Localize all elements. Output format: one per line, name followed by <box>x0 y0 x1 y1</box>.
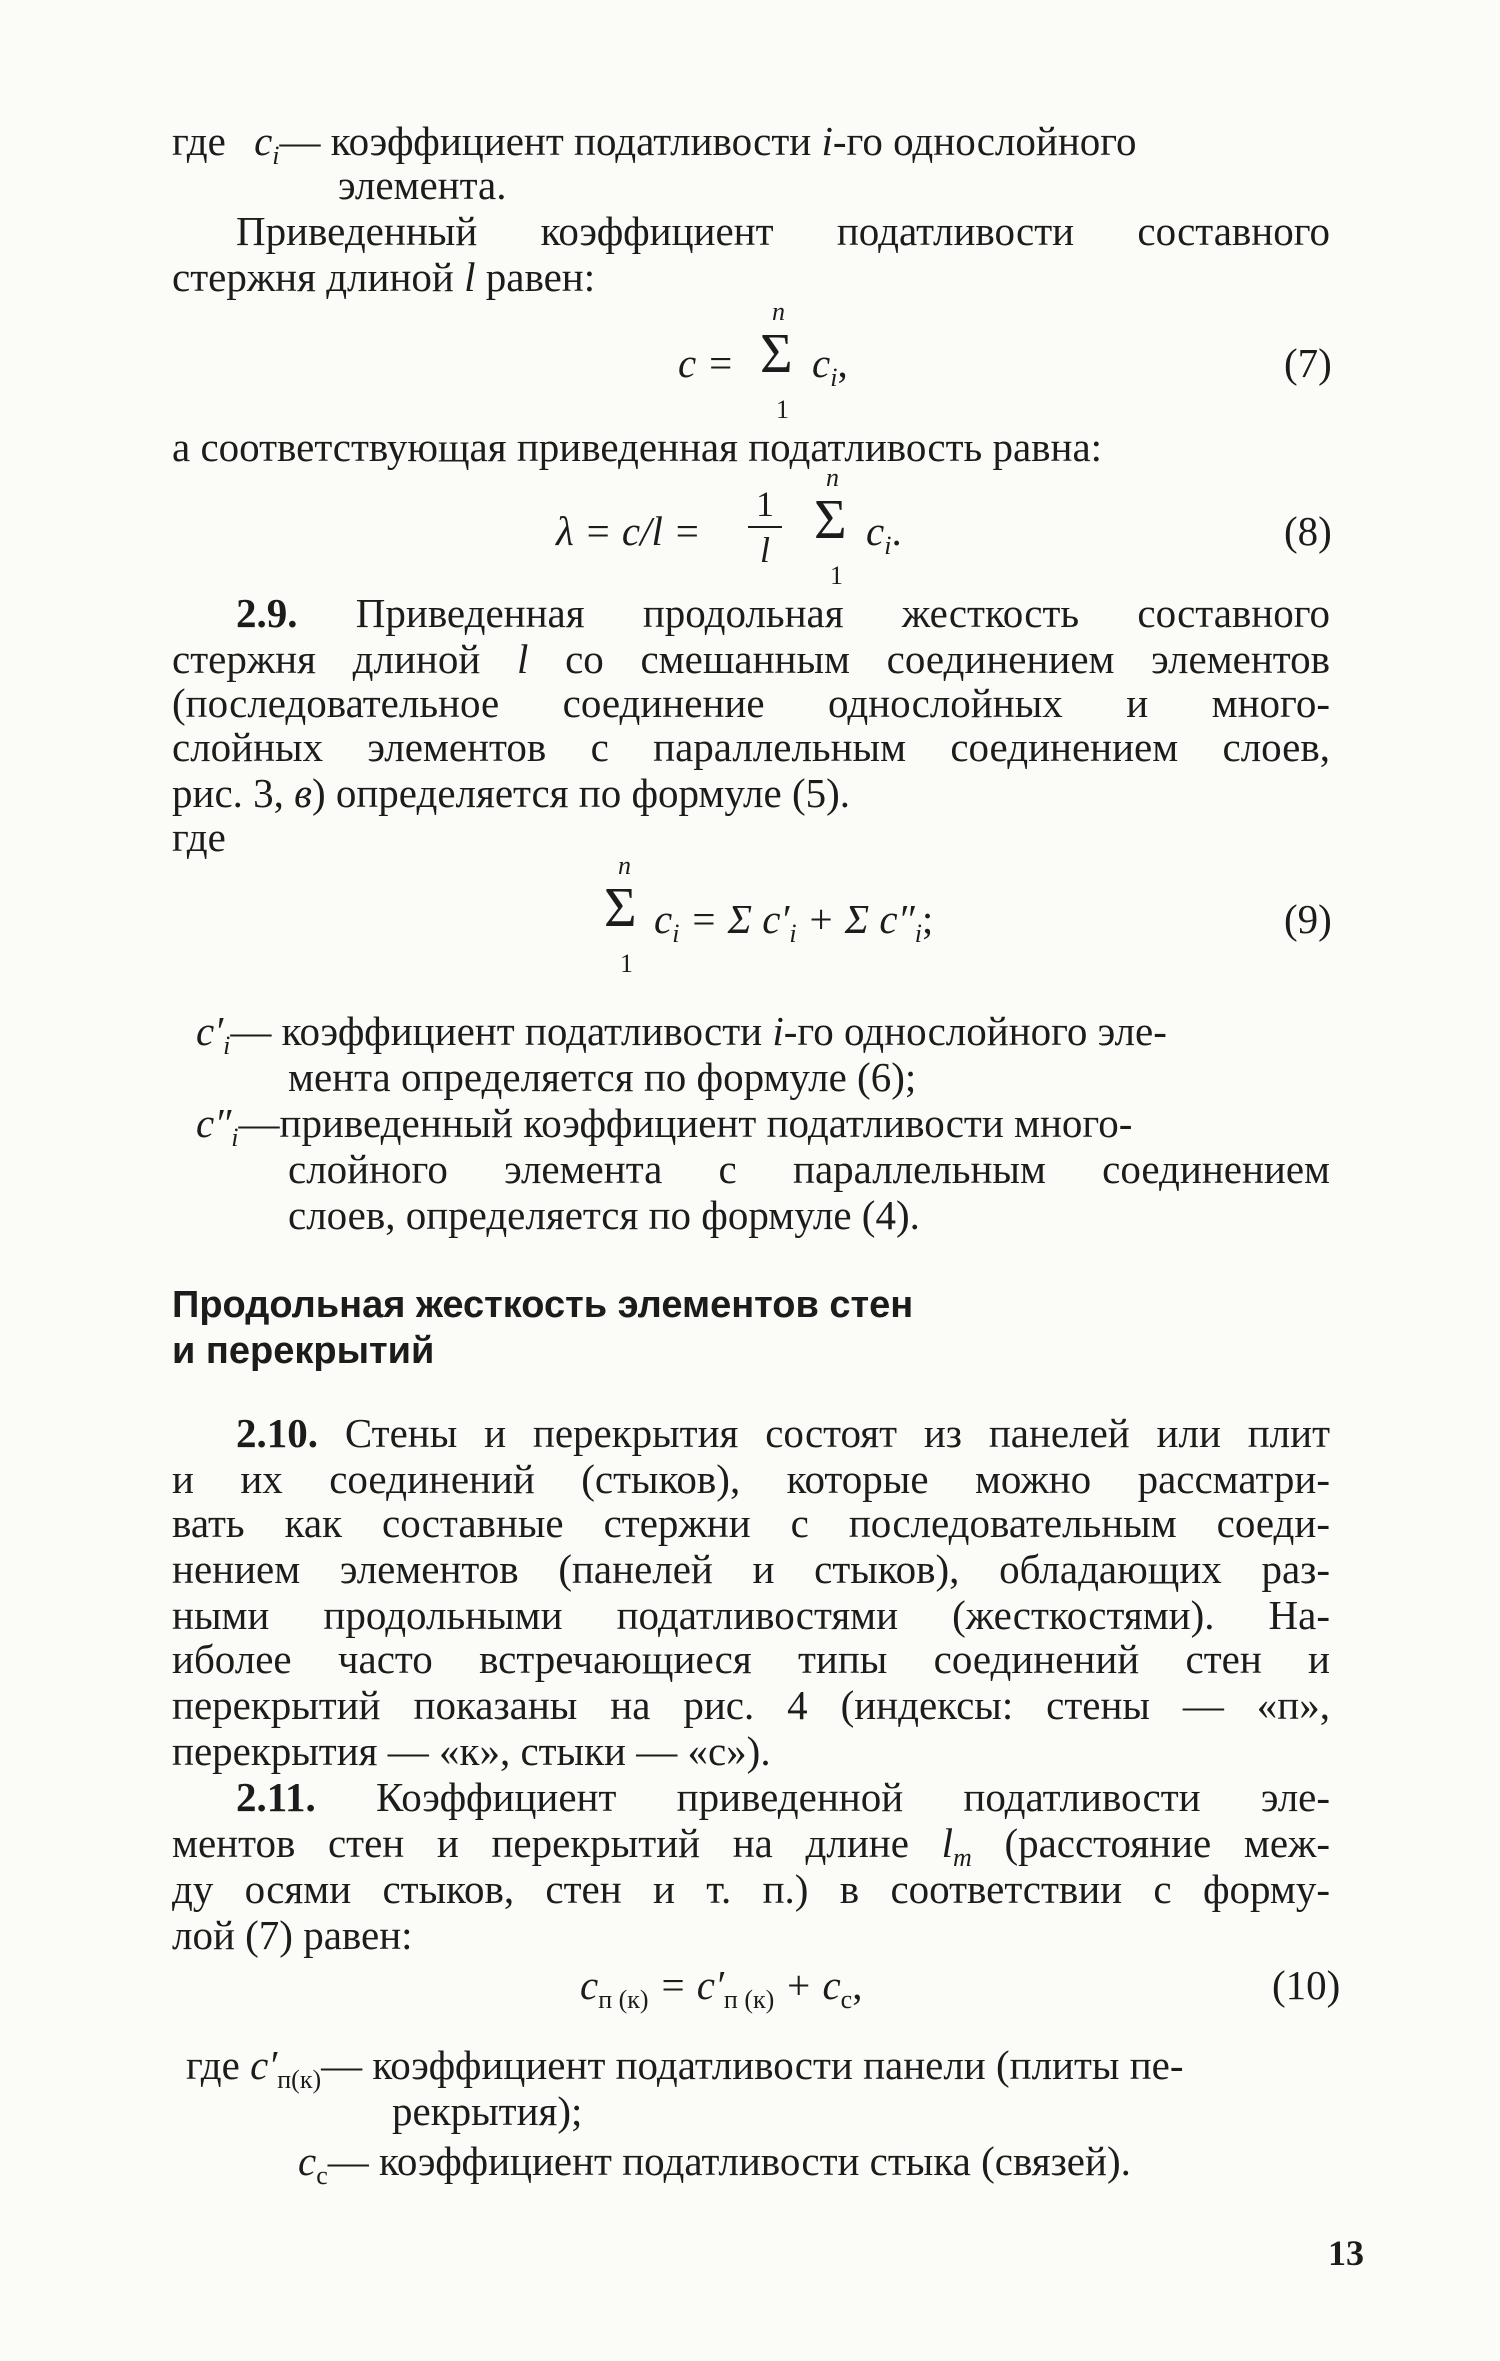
eq7-number: (7) <box>1284 340 1332 386</box>
reduced-coef-line-2: стержня длиной l равен: <box>172 254 596 300</box>
reduced-coef-line-1: Приведенный коэффициент податливости составного <box>236 208 1330 254</box>
eq8-lhs: λ = c/l = <box>556 508 701 554</box>
section-2-10-line-5: ными продольными податливостями (жесткостями). На- <box>172 1592 1330 1638</box>
section-2-10-line-7: перекрытий показаны на рис. 4 (индексы: стены — «п», <box>172 1682 1330 1728</box>
section-2-9-line-2: стержня длиной l со смешанным соединением элементов <box>172 636 1331 682</box>
sigma-icon: Σ <box>814 489 847 551</box>
eq7-rhs: $c_i$, <box>812 340 848 393</box>
section-heading-line-1: Продольная жесткость элементов стен <box>172 1284 914 1326</box>
corresponding-line: а соответствующая приведенная податливость равна: <box>172 424 1103 470</box>
section-2-9-line-1: 2.9. Приведенная продольная жесткость составного <box>236 590 1331 636</box>
page-number: 13 <box>1328 2233 1364 2273</box>
eq7-sum-upper: n <box>772 297 785 326</box>
eq7-lhs: c = <box>678 340 735 386</box>
where-word: где <box>172 118 226 164</box>
section-number: 2.10. <box>236 1410 318 1456</box>
l-symbol: l <box>464 254 476 300</box>
ci-definition-cont: элемента. <box>338 162 507 208</box>
eq9-body: $c_i = \Sigma$ $c'_i + \Sigma$ $c''_i$; <box>654 896 934 949</box>
eq9-sum-lower: 1 <box>620 949 633 978</box>
ci-symbol: $c_i$ <box>254 118 280 171</box>
lm-symbol: $l_m$ <box>941 1820 972 1873</box>
section-2-9-line-4: слойных элементов с параллельным соединением слоев, <box>172 724 1330 770</box>
eq8-sum-upper: n <box>826 463 839 492</box>
section-2-11-line-2: ментов стен и перекрытий на длине $l_m$ (расстояние меж- <box>172 1820 1330 1873</box>
section-2-10-line-2: и их соединений (стыков), которые можно рассматри- <box>172 1456 1330 1502</box>
section-2-10-line-4: нением элементов (панелей и стыков), обладающих раз- <box>172 1546 1330 1592</box>
section-2-11-line-4: лой (7) равен: <box>172 1912 413 1958</box>
sigma-icon: Σ <box>604 877 637 939</box>
eq8-rhs: $c_i$. <box>866 508 902 561</box>
cp-symbol: $c'_{п(к)}$ <box>250 2042 322 2095</box>
eq10-number: (10) <box>1272 1962 1341 2008</box>
ci-definition-tail: -го однослойного <box>832 118 1137 164</box>
section-heading-line-2: и перекрытий <box>172 1330 435 1372</box>
eq10-body: $c_{п (к)} = c'_{п (к)} + c_с$, <box>580 1962 863 2015</box>
ci-definition: — коэффициент податливости <box>279 118 812 164</box>
section-2-10-line-6: иболее часто встречающиеся типы соединений стен и <box>172 1636 1330 1682</box>
sigma-icon: Σ <box>760 323 793 385</box>
eq7-sum-lower: 1 <box>776 395 789 424</box>
def-c-prime-line-2: мента определяется по формуле (6); <box>288 1054 917 1100</box>
section-2-9-where: где <box>172 814 226 860</box>
eq8-fraction <box>748 484 782 570</box>
where-ci-line <box>172 118 1137 179</box>
eq8-frac-den: l <box>759 530 770 570</box>
section-number: 2.11. <box>236 1774 316 1820</box>
section-2-9-line-5: рис. 3, в) определяется по формуле (5). <box>172 770 850 816</box>
section-number: 2.9. <box>236 590 298 636</box>
def-c-dprime-line-2: слойного элемента с параллельным соединением <box>288 1146 1330 1192</box>
eq8-number: (8) <box>1284 508 1332 554</box>
def-c-dprime-line-1: $c''_i—приведенный$ коэффициент податливости много- <box>196 1100 1133 1153</box>
def-cp-line-1: где $c'_{п(к)}—$ коэффициент податливости панели (плиты пе- <box>186 2042 1184 2095</box>
eq9-sum-upper: n <box>618 851 631 880</box>
eq8-frac-num: 1 <box>756 484 774 524</box>
def-c-prime-line-1: $c'_i—$ коэффициент податливости i-го однослойного эле- <box>196 1008 1167 1061</box>
section-2-10-line-3: вать как составные стержни с последовательным соеди- <box>172 1500 1330 1546</box>
c-prime-symbol: $c'_i$ <box>196 1008 231 1061</box>
def-cc-line: $c_с—$ коэффициент податливости стыка (связей). <box>298 2138 1131 2191</box>
section-2-10-line-8: перекрытия — «к», стыки — «с»). <box>172 1728 771 1774</box>
section-2-11-line-3: ду осями стыков, стен и т. п.) в соответствии с форму- <box>172 1866 1330 1912</box>
eq8-sum-lower: 1 <box>830 561 843 590</box>
def-c-dprime-line-3: слоев, определяется по формуле (4). <box>288 1192 920 1238</box>
cc-symbol: $c_с$ <box>298 2138 328 2191</box>
section-2-10-line-1: 2.10. Стены и перекрытия состоят из панелей или плит <box>236 1410 1331 1456</box>
section-2-9-line-3: (последовательное соединение однослойных и много- <box>172 680 1330 726</box>
i-index: i <box>821 118 833 164</box>
section-2-11-line-1: 2.11. Коэффициент приведенной податливости эле- <box>236 1774 1331 1820</box>
eq9-number: (9) <box>1284 896 1332 942</box>
def-cp-line-2: рекрытия); <box>392 2088 583 2134</box>
c-double-prime-symbol: $c''_i$ <box>196 1100 239 1153</box>
